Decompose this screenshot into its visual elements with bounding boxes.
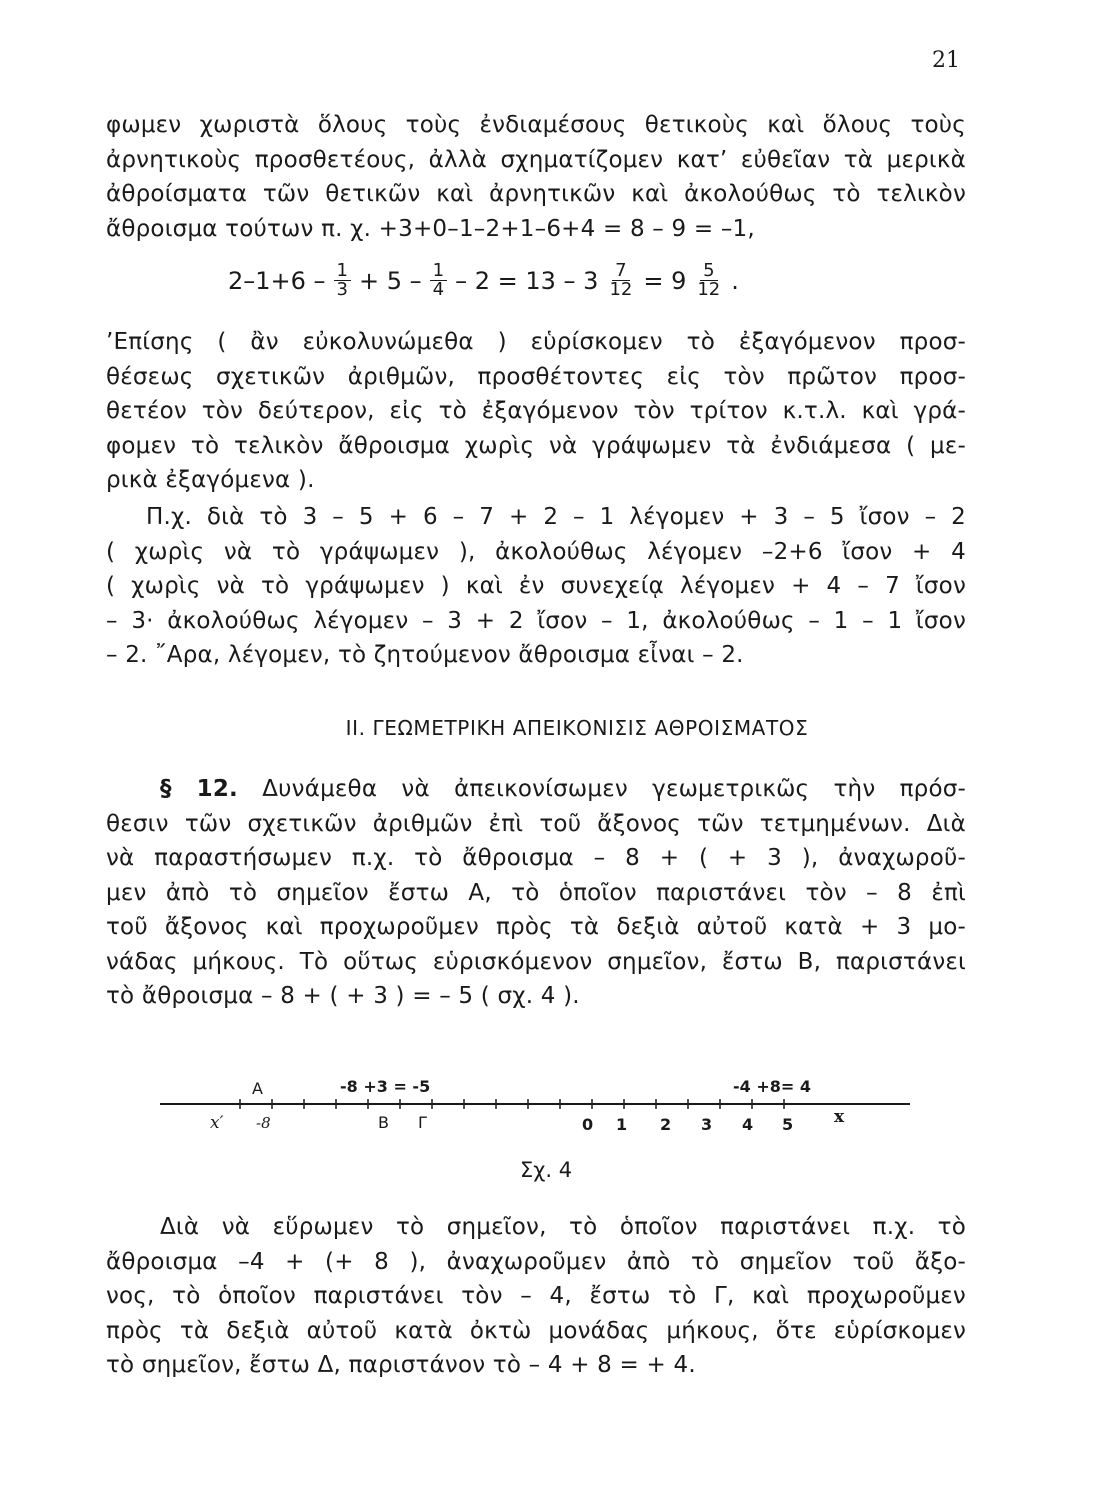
paragraph-line	[106, 772, 966, 807]
paragraph-line: θετέον τὸν δεύτερον, εἰς τὸ ἐξαγόμενον τὸν τρίτον κ.τ.λ. καὶ γρά-	[106, 398, 966, 424]
tick-label-3: 3	[701, 1115, 713, 1134]
paragraph-line: ( χωρὶς νὰ τὸ γράψωμεν ), ἀκολούθως λέγομεν –2+6 ἴσον + 4	[106, 538, 966, 565]
paragraph-line: ἀρνητικοὺς προσθετέους, ἀλλὰ σχηματίζομεν κατ’ εὐθεῖαν τὰ μερικὰ	[106, 146, 966, 173]
fraction-numerator: 1	[334, 262, 351, 281]
paragraph-line: φομεν τὸ τελικὸν ἄθροισμα χωρὶς νὰ γράψωμεν τὰ ἐνδιάμεσα ( με-	[106, 432, 966, 459]
fraction	[430, 262, 447, 299]
paragraph-first-line: Δυνάμεθα νὰ ἀπεικονίσωμεν γεωμετρικῶς τὴν πρόσ-	[262, 776, 966, 802]
tick-label-0: 0	[582, 1115, 594, 1134]
fraction-numerator: 7	[612, 262, 629, 281]
minus-eight-label: -8	[256, 1114, 271, 1132]
x-axis-end-label: x	[834, 1107, 845, 1127]
fraction	[606, 262, 635, 299]
x-prime-label: x′	[210, 1113, 224, 1133]
paragraph-3	[106, 500, 966, 673]
fraction	[694, 262, 723, 299]
paragraph-line: ἄθροισμα –4 + (+ 8 ), ἀναχωροῦμεν ἀπὸ τὸ σημεῖον τοῦ ἄξο-	[106, 1248, 966, 1275]
paragraph-1	[106, 108, 966, 246]
paragraph-line: θέσεως σχετικῶν ἀριθμῶν, προσθέτοντες εἰς τὸν πρῶτον προσ-	[106, 363, 966, 390]
fraction-denominator: 12	[697, 279, 721, 300]
paragraph-4	[106, 772, 966, 1014]
point-b-label: B	[378, 1113, 389, 1132]
paragraph-line: μεν ἀπὸ τὸ σημεῖον ἔστω Α, τὸ ὁποῖον παριστάνει τὸν – 8 ἐπὶ	[106, 879, 966, 906]
point-gamma-label: Γ	[418, 1113, 427, 1132]
sum-expression-right: -4 +8= 4	[733, 1077, 811, 1096]
formula-part: = 9	[643, 266, 687, 295]
paragraph-line: τὸ ἄθροισμα – 8 + ( + 3 ) = – 5 ( σχ. 4 ).	[106, 983, 580, 1009]
paragraph-line: νάδας μήκους. Τὸ οὕτως εὑρισκόμενον σημεῖον, ἔστω Β, παριστάνει	[106, 948, 966, 975]
page-number: 21	[932, 48, 960, 73]
paragraph-line: ἀθροίσματα τῶν θετικῶν καὶ ἀρνητικῶν καὶ ἀκολούθως τὸ τελικὸν	[106, 181, 966, 207]
figure-caption: Σχ. 4	[520, 1158, 573, 1182]
tick-label-2: 2	[660, 1115, 672, 1134]
formula-part: .	[731, 266, 739, 295]
paragraph-line: νος, τὸ ὁποῖον παριστάνει τὸν – 4, ἔστω τὸ Γ, καὶ προχωροῦμεν	[106, 1283, 966, 1309]
fraction-denominator: 3	[336, 279, 348, 300]
tick-label-4: 4	[742, 1115, 754, 1134]
sum-expression-left: -8 +3 = -5	[340, 1077, 431, 1096]
paragraph-line: Διὰ νὰ εὕρωμεν τὸ σημεῖον, τὸ ὁποῖον παριστάνει π.χ. τὸ	[160, 1214, 966, 1240]
paragraph-line: ’Επίσης ( ἂν εὐκολυνώμεθα ) εὑρίσκομεν τὸ ἐξαγόμενον προσ-	[106, 329, 966, 355]
fraction-denominator: 12	[609, 279, 633, 300]
fraction-numerator: 5	[700, 262, 717, 281]
fraction	[334, 262, 351, 299]
fraction-sum-formula	[228, 262, 739, 299]
point-a-label: A	[252, 1079, 263, 1098]
paragraph-line: πρὸς τὰ δεξιὰ αὐτοῦ κατὰ ὀκτὼ μονάδας μήκους, ὅτε εὑρίσκομεν	[106, 1317, 966, 1344]
formula-part: + 5 –	[359, 266, 422, 295]
tick-label-1: 1	[616, 1115, 628, 1134]
paragraph-line: ( χωρὶς νὰ τὸ γράψωμεν ) καὶ ἐν συνεχείᾳ λέγομεν + 4 – 7 ἴσον	[106, 573, 966, 599]
tick-label-5: 5	[782, 1115, 794, 1134]
paragraph-line: τοῦ ἄξονος καὶ προχωροῦμεν πρὸς τὰ δεξιὰ αὐτοῦ κατὰ + 3 μο-	[106, 914, 966, 940]
paragraph-line: τὸ σημεῖον, ἔστω Δ, παριστάνον τὸ – 4 + 8 = + 4.	[106, 1352, 696, 1378]
section-number: § 12.	[160, 776, 238, 802]
number-line-diagram	[150, 1070, 910, 1170]
paragraph-5	[106, 1210, 966, 1383]
paragraph-line: Π.χ. διὰ τὸ 3 – 5 + 6 – 7 + 2 – 1 λέγομεν + 3 – 5 ἴσον – 2	[146, 504, 966, 530]
section-heading: ΙΙ. ΓΕΩΜΕΤΡΙΚΗ ΑΠΕΙΚΟΝΙΣΙΣ ΑΘΡΟΙΣΜΑΤΟΣ	[345, 716, 809, 740]
paragraph-line: ρικὰ ἐξαγόμενα ).	[106, 467, 315, 493]
formula-part: 2–1+6 –	[228, 266, 326, 295]
paragraph-line: – 2. ῎Αρα, λέγομεν, τὸ ζητούμενον ἄθροισμα εἶναι – 2.	[106, 642, 744, 668]
paragraph-line: νὰ παραστήσωμεν π.χ. τὸ ἄθροισμα – 8 + ( + 3 ), ἀναχωροῦ-	[106, 845, 966, 871]
fraction-numerator: 1	[430, 262, 447, 281]
fraction-denominator: 4	[432, 279, 445, 300]
formula-part: – 2 = 13 – 3	[455, 266, 599, 295]
paragraph-line: θεσιν τῶν σχετικῶν ἀριθμῶν ἐπὶ τοῦ ἄξονος τῶν τετμημένων. Διὰ	[106, 810, 966, 837]
paragraph-line: φωμεν χωριστὰ ὅλους τοὺς ἐνδιαμέσους θετικοὺς καὶ ὅλους τοὺς	[106, 112, 966, 138]
paragraph-line: – 3· ἀκολούθως λέγομεν – 3 + 2 ἴσον – 1, ἀκολούθως – 1 – 1 ἴσον	[106, 607, 966, 634]
paragraph-line: ἄθροισμα τούτων π. χ. +3+0–1–2+1–6+4 = 8 – 9 = –1,	[106, 215, 755, 242]
paragraph-2	[106, 325, 966, 498]
